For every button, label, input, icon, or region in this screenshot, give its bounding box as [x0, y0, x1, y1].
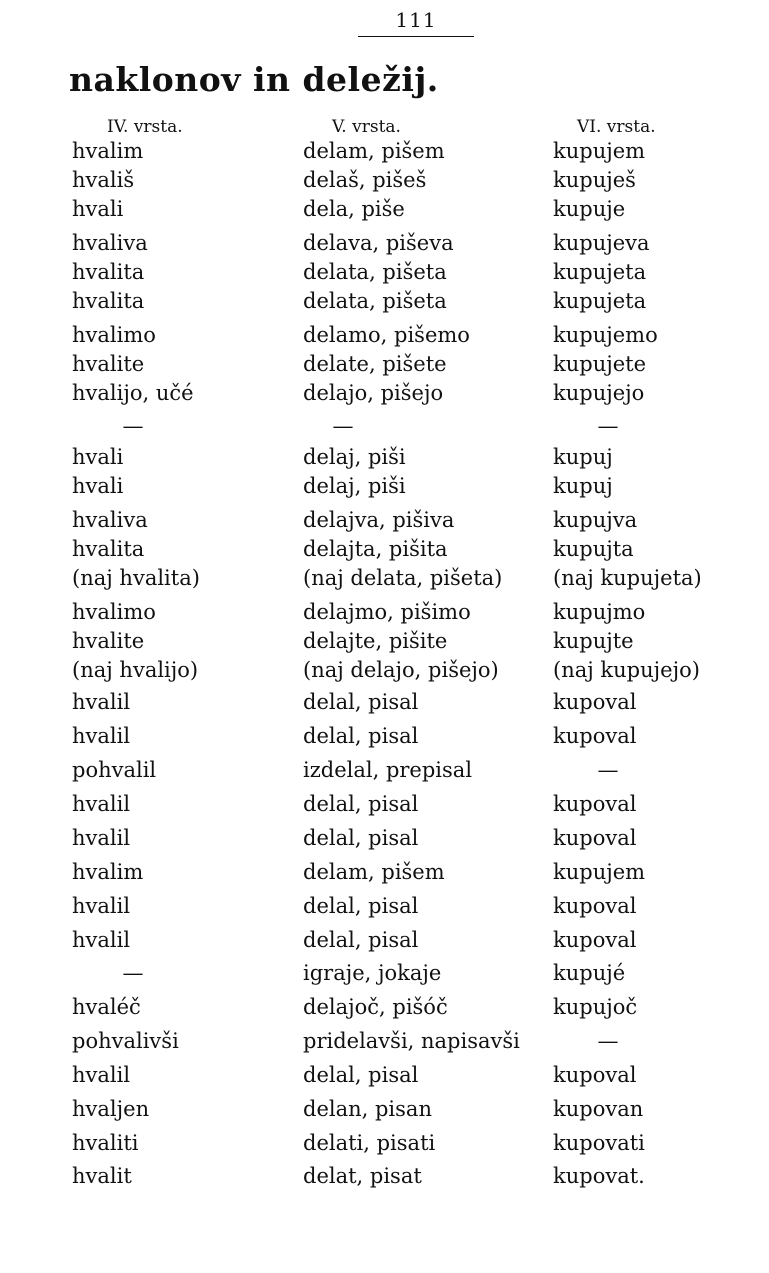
table-cell-v: delal, pisal [303, 690, 419, 714]
table-row [0, 1162, 769, 1194]
page-number-rule [358, 36, 474, 37]
table-cell-iv: hvali [72, 197, 124, 221]
table-row [0, 564, 769, 596]
table-cell-iv: — [122, 414, 144, 438]
table-cell-v: delate, pišete [303, 352, 447, 376]
table-cell-vi: kupujmo [553, 600, 646, 624]
table-cell-iv: hvali [72, 445, 124, 469]
table-cell-v: delajva, pišiva [303, 508, 455, 532]
table-cell-vi: kupujeta [553, 260, 647, 284]
table-cell-v: delajo, pišejo [303, 381, 444, 405]
table-cell-iv: (naj hvalijo) [72, 658, 199, 682]
table-cell-iv: hvalite [72, 629, 145, 653]
table-cell-iv: hvalil [72, 792, 131, 816]
table-row [0, 790, 769, 822]
table-cell-iv: hvalil [72, 928, 131, 952]
table-cell-v: delat, pisat [303, 1164, 422, 1188]
table-cell-vi: kupoval [553, 928, 637, 952]
table-cell-vi: kupujeta [553, 289, 647, 313]
table-cell-vi: kupoval [553, 894, 637, 918]
table-cell-vi: kupovan [553, 1097, 644, 1121]
table-cell-iv: hvalita [72, 289, 145, 313]
table-row [0, 166, 769, 198]
table-cell-v: delata, pišeta [303, 260, 447, 284]
table-row [0, 824, 769, 856]
table-cell-vi: (naj kupujejo) [553, 658, 700, 682]
table-cell-v: delal, pisal [303, 826, 419, 850]
table-cell-v: delajmo, pišimo [303, 600, 471, 624]
table-cell-v: delaš, pišeš [303, 168, 427, 192]
table-cell-v: delal, pisal [303, 724, 419, 748]
table-cell-v: delajoč, pišóč [303, 995, 448, 1019]
table-cell-iv: hvalim [72, 139, 144, 163]
table-row [0, 627, 769, 659]
table-row [0, 350, 769, 382]
table-cell-iv: hvalimo [72, 600, 156, 624]
table-cell-iv: pohvalivši [72, 1029, 179, 1053]
table-cell-vi: kupujeva [553, 231, 650, 255]
table-cell-vi: kupujem [553, 139, 646, 163]
table-cell-iv: hvaléč [72, 995, 141, 1019]
table-cell-v: delajta, pišita [303, 537, 448, 561]
table-cell-iv: hvalita [72, 537, 145, 561]
table-row [0, 287, 769, 319]
table-cell-iv: hvalijo, učé [72, 381, 194, 405]
table-row [0, 535, 769, 567]
table-cell-vi: — [597, 758, 619, 782]
table-cell-iv: hvaliva [72, 231, 148, 255]
table-cell-vi: kupujoč [553, 995, 638, 1019]
table-row [0, 443, 769, 475]
table-cell-v: delata, pišeta [303, 289, 447, 313]
table-row [0, 688, 769, 720]
table-cell-vi: kupuj [553, 474, 613, 498]
table-cell-v: delal, pisal [303, 894, 419, 918]
table-cell-v: delam, pišem [303, 860, 445, 884]
table-cell-iv: hvalil [72, 826, 131, 850]
table-cell-v: delal, pisal [303, 1063, 419, 1087]
table-cell-vi: kupujem [553, 860, 646, 884]
table-row [0, 656, 769, 688]
table-cell-vi: kupovat. [553, 1164, 645, 1188]
table-cell-iv: hvališ [72, 168, 135, 192]
table-cell-v: — [332, 414, 354, 438]
column-header-iv: IV. vrsta. [107, 117, 183, 137]
table-cell-iv: hvali [72, 474, 124, 498]
table-cell-v: delajte, pišite [303, 629, 448, 653]
table-cell-iv: — [122, 961, 144, 985]
table-row [0, 195, 769, 227]
table-row [0, 412, 769, 444]
table-cell-v: igraje, jokaje [303, 961, 442, 985]
table-row [0, 321, 769, 353]
table-cell-vi: — [597, 1029, 619, 1053]
table-cell-vi: kupuješ [553, 168, 636, 192]
page-number: 111 [395, 8, 437, 32]
table-cell-v: (naj delata, pišeta) [303, 566, 503, 590]
table-cell-v: delan, pisan [303, 1097, 432, 1121]
table-row [0, 1129, 769, 1161]
table-cell-vi: kupujta [553, 537, 634, 561]
table-cell-vi: kupujemo [553, 323, 658, 347]
table-row [0, 1095, 769, 1127]
page-heading: naklonov in deležij. [69, 60, 439, 99]
table-row [0, 598, 769, 630]
table-cell-vi: kupoval [553, 792, 637, 816]
table-cell-vi: kupuje [553, 197, 626, 221]
table-row [0, 858, 769, 890]
table-cell-iv: hvalil [72, 894, 131, 918]
table-cell-vi: kupuj [553, 445, 613, 469]
table-cell-iv: (naj hvalita) [72, 566, 200, 590]
table-cell-v: delati, pisati [303, 1131, 436, 1155]
table-cell-iv: hvaliva [72, 508, 148, 532]
table-cell-v: izdelal, prepisal [303, 758, 473, 782]
table-cell-iv: hvalimo [72, 323, 156, 347]
column-header-vi: VI. vrsta. [577, 117, 656, 137]
table-cell-v: delamo, pišemo [303, 323, 470, 347]
table-cell-v: delam, pišem [303, 139, 445, 163]
table-cell-iv: pohvalil [72, 758, 157, 782]
table-row [0, 993, 769, 1025]
table-row [0, 229, 769, 261]
table-cell-vi: kupujte [553, 629, 634, 653]
table-row [0, 1027, 769, 1059]
table-row [0, 137, 769, 169]
table-cell-v: delal, pisal [303, 928, 419, 952]
table-cell-vi: kupujejo [553, 381, 645, 405]
table-row [0, 756, 769, 788]
table-cell-v: delaj, piši [303, 474, 406, 498]
table-cell-v: dela, piše [303, 197, 405, 221]
table-row [0, 722, 769, 754]
table-row [0, 379, 769, 411]
table-cell-vi: kupujete [553, 352, 647, 376]
table-cell-v: delaj, piši [303, 445, 406, 469]
table-cell-vi: kupujé [553, 961, 626, 985]
table-row [0, 926, 769, 958]
table-cell-v: delava, piševa [303, 231, 454, 255]
table-cell-iv: hvalite [72, 352, 145, 376]
table-cell-iv: hvaliti [72, 1131, 139, 1155]
table-cell-iv: hvalil [72, 724, 131, 748]
table-row [0, 959, 769, 991]
table-cell-vi: kupoval [553, 690, 637, 714]
table-cell-v: pridelavši, napisavši [303, 1029, 520, 1053]
table-row [0, 892, 769, 924]
table-cell-iv: hvalita [72, 260, 145, 284]
table-cell-iv: hvalit [72, 1164, 132, 1188]
table-row [0, 258, 769, 290]
table-cell-iv: hvalil [72, 690, 131, 714]
table-cell-iv: hvaljen [72, 1097, 150, 1121]
table-cell-v: delal, pisal [303, 792, 419, 816]
table-cell-iv: hvalil [72, 1063, 131, 1087]
table-cell-vi: kupoval [553, 826, 637, 850]
table-cell-vi: kupoval [553, 1063, 637, 1087]
table-row [0, 472, 769, 504]
table-cell-iv: hvalim [72, 860, 144, 884]
column-header-v: V. vrsta. [332, 117, 401, 137]
table-cell-vi: (naj kupujeta) [553, 566, 702, 590]
table-row [0, 506, 769, 538]
table-cell-vi: kupujva [553, 508, 638, 532]
table-cell-v: (naj delajo, pišejo) [303, 658, 499, 682]
table-cell-vi: — [597, 414, 619, 438]
table-cell-vi: kupoval [553, 724, 637, 748]
table-cell-vi: kupovati [553, 1131, 645, 1155]
table-row [0, 1061, 769, 1093]
